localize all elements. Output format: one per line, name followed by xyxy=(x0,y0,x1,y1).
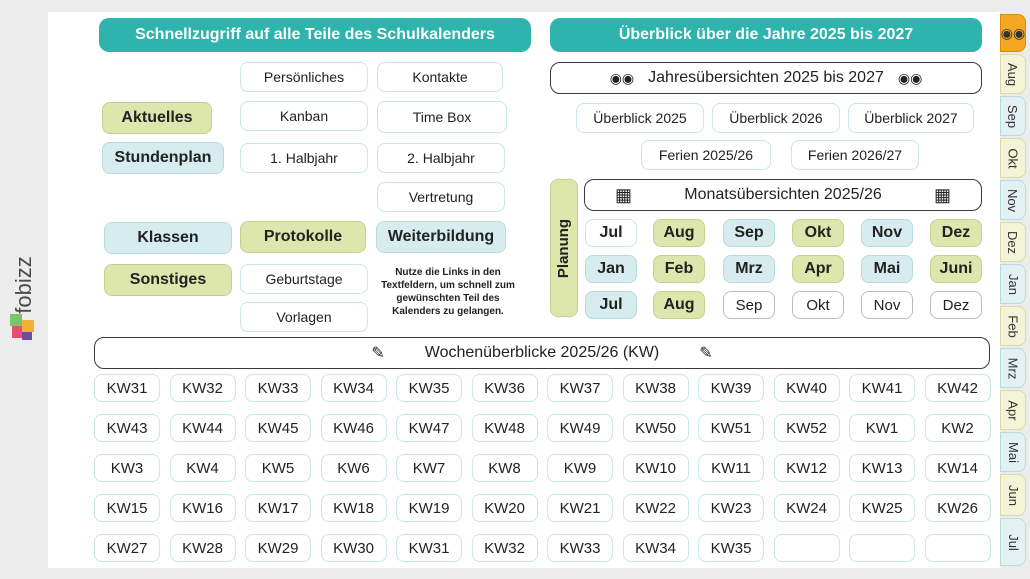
ueberblick-2027-button[interactable]: Überblick 2027 xyxy=(848,103,974,133)
quick-access-hint: Nutze die Links in den Textfeldern, um schnell zum gewünschten Teil des Kalenders zu gelangen. xyxy=(381,267,515,317)
overview-page xyxy=(48,12,1000,568)
week-kw27[interactable]: KW27 xyxy=(94,534,160,562)
vorlagen-button[interactable]: Vorlagen xyxy=(240,302,368,332)
jahresuebersichten-bar[interactable]: ◉◉ Jahresübersichten 2025 bis 2027 ◉◉ xyxy=(550,62,982,94)
week-kw15[interactable]: KW15 xyxy=(94,494,160,522)
geburtstage-button[interactable]: Geburtstage xyxy=(240,264,368,294)
month-sep-2025[interactable]: Sep xyxy=(723,219,775,247)
week-kw43[interactable]: KW43 xyxy=(94,414,160,442)
logo-mark xyxy=(10,314,36,340)
halbjahr2-button[interactable]: 2. Halbjahr xyxy=(377,143,505,173)
week-kw52[interactable]: KW52 xyxy=(774,414,840,442)
week-kw29[interactable]: KW29 xyxy=(245,534,311,562)
week-kw31[interactable]: KW31 xyxy=(396,534,462,562)
vertretung-button[interactable]: Vertretung xyxy=(377,182,505,212)
week-empty[interactable] xyxy=(925,534,991,562)
protokolle-button[interactable]: Protokolle xyxy=(240,221,366,253)
tab-jun[interactable]: Jun xyxy=(1000,474,1026,516)
tab-nov[interactable]: Nov xyxy=(1000,180,1026,220)
week-kw47[interactable]: KW47 xyxy=(396,414,462,442)
week-kw35[interactable]: KW35 xyxy=(396,374,462,402)
month-dez-2025[interactable]: Dez xyxy=(930,219,982,247)
month-jul-2026[interactable]: Jul xyxy=(585,291,637,319)
month-feb-2026[interactable]: Feb xyxy=(653,255,705,283)
week-kw3[interactable]: KW3 xyxy=(94,454,160,482)
month-nov-2026[interactable]: Nov xyxy=(861,291,913,319)
week-kw39[interactable]: KW39 xyxy=(698,374,764,402)
week-kw46[interactable]: KW46 xyxy=(321,414,387,442)
week-kw33[interactable]: KW33 xyxy=(245,374,311,402)
week-kw16[interactable]: KW16 xyxy=(170,494,236,522)
monatsuebersichten-bar[interactable]: ▦ Monatsübersichten 2025/26 ▦ xyxy=(584,179,982,211)
quick-access-header: Schnellzugriff auf alle Teile des Schulkalenders xyxy=(99,18,531,52)
week-kw8[interactable]: KW8 xyxy=(472,454,538,482)
weiterbildung-button[interactable]: Weiterbildung xyxy=(376,221,506,253)
binoculars-icon: ◉◉ xyxy=(609,69,635,86)
ferien-2026-27-button[interactable]: Ferien 2026/27 xyxy=(791,140,919,170)
tab-aug[interactable]: Aug xyxy=(1000,54,1026,94)
week-kw9[interactable]: KW9 xyxy=(547,454,613,482)
tab-feb[interactable]: Feb xyxy=(1000,306,1026,346)
week-kw40[interactable]: KW40 xyxy=(774,374,840,402)
binoculars-icon: ◉◉ xyxy=(1000,24,1026,41)
week-kw18[interactable]: KW18 xyxy=(321,494,387,522)
month-okt-2025[interactable]: Okt xyxy=(792,219,844,247)
week-kw5[interactable]: KW5 xyxy=(245,454,311,482)
week-kw19[interactable]: KW19 xyxy=(396,494,462,522)
month-mrz-2026[interactable]: Mrz xyxy=(723,255,775,283)
notepad-icon: ✎ xyxy=(699,345,713,362)
overview-header: Überblick über die Jahre 2025 bis 2027 xyxy=(550,18,982,52)
notepad-icon: ✎ xyxy=(371,345,385,362)
ueberblick-2025-button[interactable]: Überblick 2025 xyxy=(576,103,704,133)
week-kw31[interactable]: KW31 xyxy=(94,374,160,402)
week-kw26[interactable]: KW26 xyxy=(925,494,991,522)
month-okt-2026[interactable]: Okt xyxy=(792,291,844,319)
week-empty[interactable] xyxy=(774,534,840,562)
brand-name: fobizz xyxy=(11,256,36,314)
calendar-week-grid xyxy=(94,374,990,564)
klassen-button[interactable]: Klassen xyxy=(104,222,232,254)
week-kw7[interactable]: KW7 xyxy=(396,454,462,482)
tab-mai[interactable]: Mai xyxy=(1000,432,1026,472)
tab-dez[interactable]: Dez xyxy=(1000,222,1026,262)
month-juni-2026[interactable]: Juni xyxy=(930,255,982,283)
week-kw14[interactable]: KW14 xyxy=(925,454,991,482)
week-kw33[interactable]: KW33 xyxy=(547,534,613,562)
week-kw38[interactable]: KW38 xyxy=(623,374,689,402)
week-kw22[interactable]: KW22 xyxy=(623,494,689,522)
tab-mrz[interactable]: Mrz xyxy=(1000,348,1026,388)
week-kw17[interactable]: KW17 xyxy=(245,494,311,522)
aktuelles-button[interactable]: Aktuelles xyxy=(102,102,212,134)
planung-button[interactable]: Planung xyxy=(550,179,578,317)
week-kw35[interactable]: KW35 xyxy=(698,534,764,562)
ueberblick-2026-button[interactable]: Überblick 2026 xyxy=(712,103,840,133)
week-empty[interactable] xyxy=(849,534,915,562)
week-kw49[interactable]: KW49 xyxy=(547,414,613,442)
week-kw13[interactable]: KW13 xyxy=(849,454,915,482)
month-nov-2025[interactable]: Nov xyxy=(861,219,913,247)
week-kw12[interactable]: KW12 xyxy=(774,454,840,482)
timebox-button[interactable]: Time Box xyxy=(377,101,507,133)
tab-jan[interactable]: Jan xyxy=(1000,264,1026,304)
week-kw32[interactable]: KW32 xyxy=(170,374,236,402)
week-kw6[interactable]: KW6 xyxy=(321,454,387,482)
kontakte-button[interactable]: Kontakte xyxy=(377,62,503,92)
week-kw10[interactable]: KW10 xyxy=(623,454,689,482)
month-mai-2026[interactable]: Mai xyxy=(861,255,913,283)
month-apr-2026[interactable]: Apr xyxy=(792,255,844,283)
week-kw23[interactable]: KW23 xyxy=(698,494,764,522)
week-kw11[interactable]: KW11 xyxy=(698,454,764,482)
week-kw50[interactable]: KW50 xyxy=(623,414,689,442)
stundenplan-button[interactable]: Stundenplan xyxy=(102,142,224,174)
week-kw30[interactable]: KW30 xyxy=(321,534,387,562)
week-kw45[interactable]: KW45 xyxy=(245,414,311,442)
week-kw34[interactable]: KW34 xyxy=(623,534,689,562)
week-kw48[interactable]: KW48 xyxy=(472,414,538,442)
ferien-2025-26-button[interactable]: Ferien 2025/26 xyxy=(641,140,771,170)
kanban-button[interactable]: Kanban xyxy=(240,101,368,131)
week-kw1[interactable]: KW1 xyxy=(849,414,915,442)
week-kw28[interactable]: KW28 xyxy=(170,534,236,562)
week-kw44[interactable]: KW44 xyxy=(170,414,236,442)
month-aug-2026[interactable]: Aug xyxy=(653,291,705,319)
calendar-icon: ▦ xyxy=(933,184,951,205)
month-aug-2025[interactable]: Aug xyxy=(653,219,705,247)
week-kw24[interactable]: KW24 xyxy=(774,494,840,522)
week-kw41[interactable]: KW41 xyxy=(849,374,915,402)
week-kw21[interactable]: KW21 xyxy=(547,494,613,522)
binoculars-icon: ◉◉ xyxy=(897,69,923,86)
month-dez-2026[interactable]: Dez xyxy=(930,291,982,319)
wochenueberblicke-bar[interactable]: ✎ Wochenüberblicke 2025/26 (KW) ✎ xyxy=(94,337,990,369)
week-kw42[interactable]: KW42 xyxy=(925,374,991,402)
week-kw2[interactable]: KW2 xyxy=(925,414,991,442)
tab-jul[interactable]: Jul xyxy=(1000,518,1026,566)
week-kw25[interactable]: KW25 xyxy=(849,494,915,522)
week-kw51[interactable]: KW51 xyxy=(698,414,764,442)
tab-apr[interactable]: Apr xyxy=(1000,390,1026,430)
sonstiges-button[interactable]: Sonstiges xyxy=(104,264,232,296)
halbjahr1-button[interactable]: 1. Halbjahr xyxy=(240,143,368,173)
month-jan-2026[interactable]: Jan xyxy=(585,255,637,283)
calendar-icon: ▦ xyxy=(615,184,633,205)
week-kw37[interactable]: KW37 xyxy=(547,374,613,402)
week-kw4[interactable]: KW4 xyxy=(170,454,236,482)
persoenliches-button[interactable]: Persönliches xyxy=(240,62,368,92)
week-kw20[interactable]: KW20 xyxy=(472,494,538,522)
tab-sep[interactable]: Sep xyxy=(1000,96,1026,136)
month-jul-2025[interactable]: Jul xyxy=(585,219,637,247)
week-kw36[interactable]: KW36 xyxy=(472,374,538,402)
tab-home-binoculars[interactable] xyxy=(1000,14,1026,52)
fobizz-logo xyxy=(8,246,38,346)
week-kw32[interactable]: KW32 xyxy=(472,534,538,562)
week-kw34[interactable]: KW34 xyxy=(321,374,387,402)
tab-okt[interactable]: Okt xyxy=(1000,138,1026,178)
month-sep-2026[interactable]: Sep xyxy=(723,291,775,319)
